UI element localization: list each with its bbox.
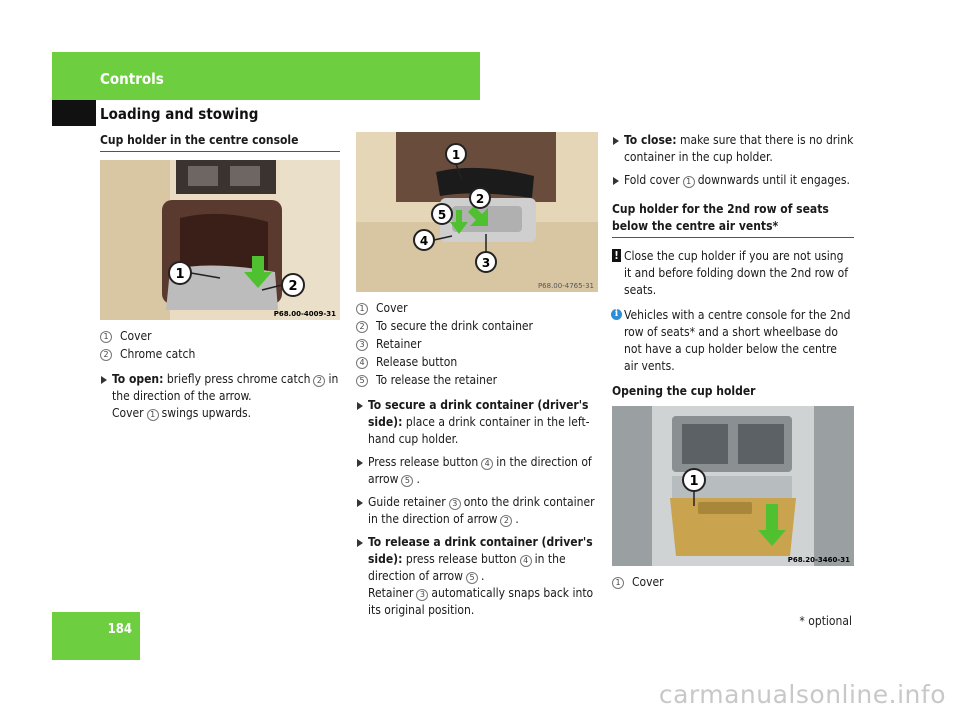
step-text: in the direction of arrow [368, 455, 592, 486]
legend-list [356, 300, 598, 389]
step-close [612, 132, 854, 166]
ref-number: 1 [147, 409, 159, 421]
step-text: automatically snaps back into its original position. [368, 586, 594, 617]
column-3 [612, 132, 854, 599]
legend-number: 2 [356, 321, 368, 333]
step-press-release [356, 454, 598, 488]
ref-number: 1 [683, 176, 695, 188]
info-text: Vehicles with a centre console for the 2nd row of seats* and a short wheelbase do not have a cup holder below the centre air vents. [624, 308, 851, 373]
svg-text:1: 1 [451, 148, 461, 162]
legend-number: 1 [100, 331, 112, 343]
ref-number: 3 [449, 498, 461, 510]
step-secure [356, 397, 598, 448]
legend-item [356, 336, 598, 353]
heading-opening-cup-holder: Opening the cup holder [612, 384, 756, 398]
legend-text: Cover [120, 329, 152, 343]
legend-number: 5 [356, 375, 368, 387]
legend-text: Retainer [376, 337, 422, 351]
svg-text:1: 1 [689, 474, 699, 489]
svg-text:2: 2 [288, 279, 298, 294]
legend-item [612, 574, 854, 591]
ref-number: 2 [500, 515, 512, 527]
legend-text: Cover [376, 301, 408, 315]
warning-text: Close the cup holder if you are not using it and before folding down the 2nd row of seats. [624, 249, 849, 297]
figure-centre-console [100, 160, 340, 320]
info-note [612, 307, 854, 375]
legend-number: 1 [612, 577, 624, 589]
heading-centre-console-cup-holder: Cup holder in the centre console [100, 132, 340, 152]
punctuation: . [481, 569, 485, 583]
step-text: in the direction of the arrow. [112, 372, 339, 403]
step-guide-retainer [356, 494, 598, 528]
legend-text: Release button [376, 355, 458, 369]
legend-text: To release the retainer [376, 373, 498, 387]
legend-text: To secure the drink container [376, 319, 533, 333]
chapter-title: Controls [100, 70, 164, 88]
step-label: To secure a drink container (driver's side): [368, 398, 589, 429]
info-icon: i [611, 309, 622, 320]
ref-number: 5 [466, 572, 478, 584]
legend-text: Cover [632, 575, 664, 589]
step-fold-cover [612, 172, 854, 189]
legend-item [356, 318, 598, 335]
step-text: swings upwards. [161, 406, 252, 420]
step-text: in the direction of arrow [368, 552, 566, 583]
step-text: Cover [112, 406, 144, 420]
figure-drink-retainer [356, 132, 598, 292]
punctuation: . [515, 512, 519, 526]
legend-item [100, 328, 340, 345]
legend-number: 3 [356, 339, 368, 351]
legend-item [356, 354, 598, 371]
punctuation: . [416, 472, 420, 486]
figure-code: P68.20-3460-31 [787, 556, 850, 564]
step-text: Guide retainer [368, 495, 446, 509]
step-text: Press release button [368, 455, 479, 469]
ref-number: 2 [313, 375, 325, 387]
legend-item [356, 300, 598, 317]
svg-text:1: 1 [175, 267, 185, 282]
section-title: Loading and stowing [100, 105, 259, 123]
legend-number: 4 [356, 357, 368, 369]
column-2 [356, 132, 598, 625]
step-label: To open: [112, 372, 164, 386]
figure-rear-cup-holder [612, 406, 854, 566]
step-text: place a drink container in the left-hand cup holder. [368, 415, 590, 446]
legend-list [612, 574, 854, 591]
legend-number: 1 [356, 303, 368, 315]
heading-2nd-row-cup-holder: Cup holder for the 2nd row of seats below the centre air vents* [612, 201, 854, 238]
step-text: Retainer [368, 586, 414, 600]
step-text: onto the drink container in the direction of arrow [368, 495, 595, 526]
warning-note [612, 248, 854, 299]
figure-code: P68.00-4765-31 [537, 282, 594, 290]
step-text: downwards until it engages. [697, 173, 850, 187]
legend-item [100, 346, 340, 363]
step-release [356, 534, 598, 619]
section-marker [52, 100, 96, 126]
svg-text:4: 4 [419, 234, 429, 248]
ref-number: 5 [401, 475, 413, 487]
legend-item [356, 372, 598, 389]
svg-text:5: 5 [437, 208, 447, 222]
step-label: To close: [624, 133, 677, 147]
step-text: Fold cover [624, 173, 680, 187]
step-open [100, 371, 340, 422]
svg-text:2: 2 [475, 192, 485, 206]
step-text: press release button [405, 552, 517, 566]
ref-number: 3 [416, 589, 428, 601]
legend-text: Chrome catch [120, 347, 196, 361]
step-label: To release a drink container (driver's side): [368, 535, 593, 566]
step-text: briefly press chrome catch [166, 372, 311, 386]
svg-text:3: 3 [481, 256, 491, 270]
step-text: make sure that there is no drink container in the cup holder. [624, 133, 854, 164]
column-1 [100, 132, 340, 428]
warning-icon: ! [612, 249, 621, 262]
legend-number: 2 [100, 349, 112, 361]
page-number: 184 [107, 622, 132, 637]
figure-code: P68.00-4009-31 [273, 310, 336, 318]
ref-number: 4 [520, 555, 532, 567]
footnote: * optional [799, 614, 852, 628]
legend-list [100, 328, 340, 363]
ref-number: 4 [481, 458, 493, 470]
watermark: carmanualsonline.info [658, 680, 946, 709]
